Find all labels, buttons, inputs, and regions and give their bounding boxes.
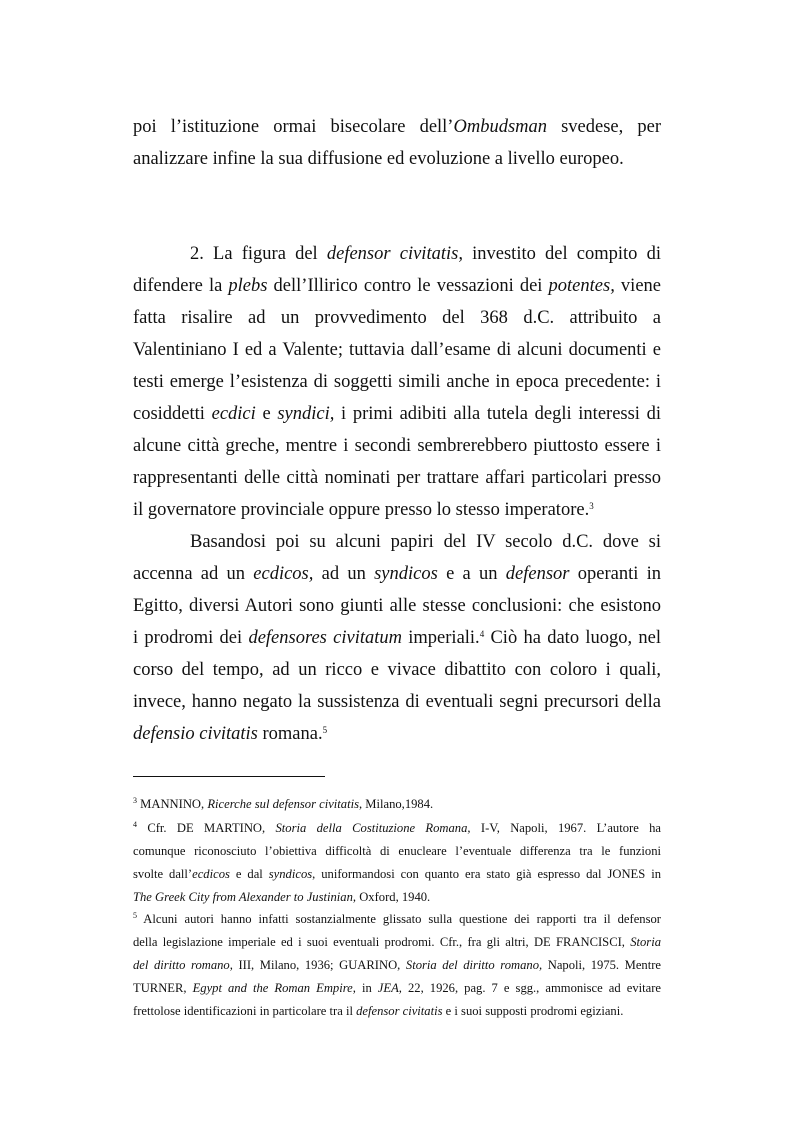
paragraph-section-2 bbox=[133, 238, 661, 526]
italic-term: defensor civitatis bbox=[356, 1004, 443, 1018]
text-line: invece, hanno negato la sussistenza di eventuali segni precursori della bbox=[133, 692, 661, 712]
text-span: III, Milano, 1936; GUARINO, bbox=[232, 958, 406, 972]
footnote-marker[interactable]: 4 bbox=[479, 629, 485, 639]
italic-term: JEA, bbox=[377, 981, 402, 995]
text-span: Ciò ha dato luogo, nel bbox=[484, 628, 661, 648]
italic-term: defensores civitatum bbox=[248, 628, 402, 648]
text-span: MANNINO, bbox=[140, 797, 208, 811]
text-span: 2. La figura del bbox=[190, 244, 327, 264]
text-span: TURNER, bbox=[133, 981, 193, 995]
text-span: frettolose identificazioni in particolare tra il bbox=[133, 1004, 357, 1018]
italic-term: ecdici bbox=[211, 404, 256, 424]
text-span: investito del compito di bbox=[462, 244, 661, 264]
paragraph-papyri bbox=[133, 526, 661, 750]
italic-term: Ombudsman bbox=[453, 117, 547, 137]
text-span: e dal bbox=[229, 867, 269, 881]
text-span: e bbox=[255, 404, 278, 424]
footnote-line bbox=[133, 817, 661, 840]
footnote-4 bbox=[133, 817, 661, 909]
text-span: cosiddetti bbox=[133, 404, 212, 424]
italic-term: ecdicos, bbox=[253, 564, 314, 584]
italic-term: del diritto romano, bbox=[133, 958, 233, 972]
text-span: il governatore provinciale oppure presso lo stesso imperatore. bbox=[133, 500, 590, 520]
footnote-line bbox=[133, 931, 661, 954]
text-span: ad un bbox=[313, 564, 375, 584]
italic-term: syndicos bbox=[268, 867, 313, 881]
text-span: della legislazione imperiale ed i suoi eventuali prodromi. Cfr., fra gli altri, DE FRANCISCI, bbox=[133, 935, 631, 949]
text-span: i primi adibiti alla tutela degli interessi di bbox=[334, 404, 661, 424]
footnote-separator bbox=[133, 776, 325, 777]
text-line: analizzare infine la sua diffusione ed evoluzione a livello europeo. bbox=[133, 149, 624, 169]
italic-term: The Greek City from Alexander to Justinian, bbox=[133, 890, 357, 904]
text-span: e a un bbox=[437, 564, 506, 584]
footnote-marker[interactable]: 5 bbox=[322, 725, 328, 735]
text-span: Oxford, 1940. bbox=[356, 890, 431, 904]
italic-term: syndici, bbox=[277, 404, 335, 424]
text-line bbox=[133, 494, 661, 526]
italic-term: Ricerche sul defensor civitatis, bbox=[207, 797, 363, 811]
footnote-line: comunque riconosciuto l’obiettiva difficoltà di enucleare l’eventuale differenza tra le funzioni bbox=[133, 844, 661, 858]
text-line: fatta risalire ad un provvedimento del 368 d.C. attribuito a bbox=[133, 308, 661, 328]
text-span: imperiali. bbox=[402, 628, 480, 648]
text-span: Napoli, 1975. Mentre bbox=[542, 958, 661, 972]
footnote-marker[interactable]: 3 bbox=[589, 501, 594, 511]
text-span: difendere la bbox=[133, 276, 229, 296]
italic-term: potentes, bbox=[548, 276, 615, 296]
footnote-number: 5 bbox=[133, 911, 137, 920]
italic-term: Storia della Costituzione Romana, bbox=[275, 821, 471, 835]
footnote-line bbox=[133, 977, 661, 1000]
footnote-line bbox=[133, 908, 661, 931]
text-span: 22, 1926, pag. 7 e sgg., ammonisce ad evitare bbox=[401, 981, 661, 995]
text-line: corso del tempo, ad un ricco e vivace dibattito con coloro i quali, bbox=[133, 660, 661, 680]
text-line bbox=[133, 622, 661, 654]
italic-term: defensor civitatis, bbox=[326, 244, 463, 264]
italic-term: syndicos bbox=[374, 564, 438, 584]
footnote-number: 3 bbox=[133, 796, 137, 805]
text-line: alcune città greche, mentre i secondi sembrerebbero piuttosto essere i bbox=[133, 436, 661, 456]
text-line bbox=[133, 270, 661, 302]
footnote-line bbox=[133, 793, 661, 816]
text-line: rappresentanti delle città nominati per trattare affari particolari presso bbox=[133, 468, 661, 488]
footnote-line bbox=[133, 863, 661, 886]
text-span: accenna ad un bbox=[133, 564, 254, 584]
text-span: , uniformandosi con quanto era stato già espresso dal JONES in bbox=[312, 867, 662, 881]
italic-term: Storia bbox=[630, 935, 661, 949]
italic-term: plebs bbox=[228, 276, 268, 296]
text-span: viene bbox=[614, 276, 661, 296]
text-line: Valentiniano I ed a Valente; tuttavia dall’esame di alcuni documenti e bbox=[133, 340, 661, 360]
text-line bbox=[133, 718, 661, 750]
footnote-line bbox=[133, 886, 661, 909]
italic-term: ecdicos bbox=[192, 867, 230, 881]
text-span: i prodromi dei bbox=[133, 628, 249, 648]
footnote-line bbox=[133, 1000, 661, 1023]
text-span: in bbox=[355, 981, 378, 995]
text-span: svedese, per bbox=[547, 117, 661, 137]
text-line: testi emerge l’esistenza di soggetti simili anche in epoca precedente: i bbox=[133, 372, 661, 392]
text-span: operanti in bbox=[569, 564, 661, 584]
text-span: poi l’istituzione ormai bisecolare dell’ bbox=[133, 117, 454, 137]
text-span: I-V, Napoli, 1967. L’autore ha bbox=[470, 821, 662, 835]
text-span: romana. bbox=[257, 724, 323, 744]
italic-term: defensio civitatis bbox=[133, 724, 258, 744]
text-line bbox=[133, 398, 661, 430]
text-line bbox=[133, 238, 661, 270]
footnote-5 bbox=[133, 908, 661, 1023]
paragraph-continuation bbox=[133, 111, 661, 175]
text-span: Milano,1984. bbox=[362, 797, 434, 811]
text-span: Cfr. DE MARTINO, bbox=[147, 821, 276, 835]
text-line: Basandosi poi su alcuni papiri del IV secolo d.C. dove si bbox=[190, 532, 661, 552]
text-span: dell’Illirico contro le vessazioni dei bbox=[267, 276, 549, 296]
text-line: Egitto, diversi Autori sono giunti alle stesse conclusioni: che esistono bbox=[133, 596, 661, 616]
text-span: svolte dall’ bbox=[133, 867, 193, 881]
italic-term: Egypt and the Roman Empire, bbox=[192, 981, 356, 995]
italic-term: defensor bbox=[505, 564, 570, 584]
footnote-line bbox=[133, 954, 661, 977]
text-span: e i suoi supposti prodromi egiziani. bbox=[442, 1004, 624, 1018]
text-span: Alcuni autori hanno infatti sostanzialmente glissato sulla questione dei rapporti tra il defensor bbox=[143, 912, 661, 926]
text-line bbox=[133, 111, 661, 143]
text-line bbox=[133, 558, 661, 590]
footnote-3 bbox=[133, 793, 661, 816]
italic-term: Storia del diritto romano, bbox=[405, 958, 543, 972]
footnote-number: 4 bbox=[133, 820, 137, 829]
